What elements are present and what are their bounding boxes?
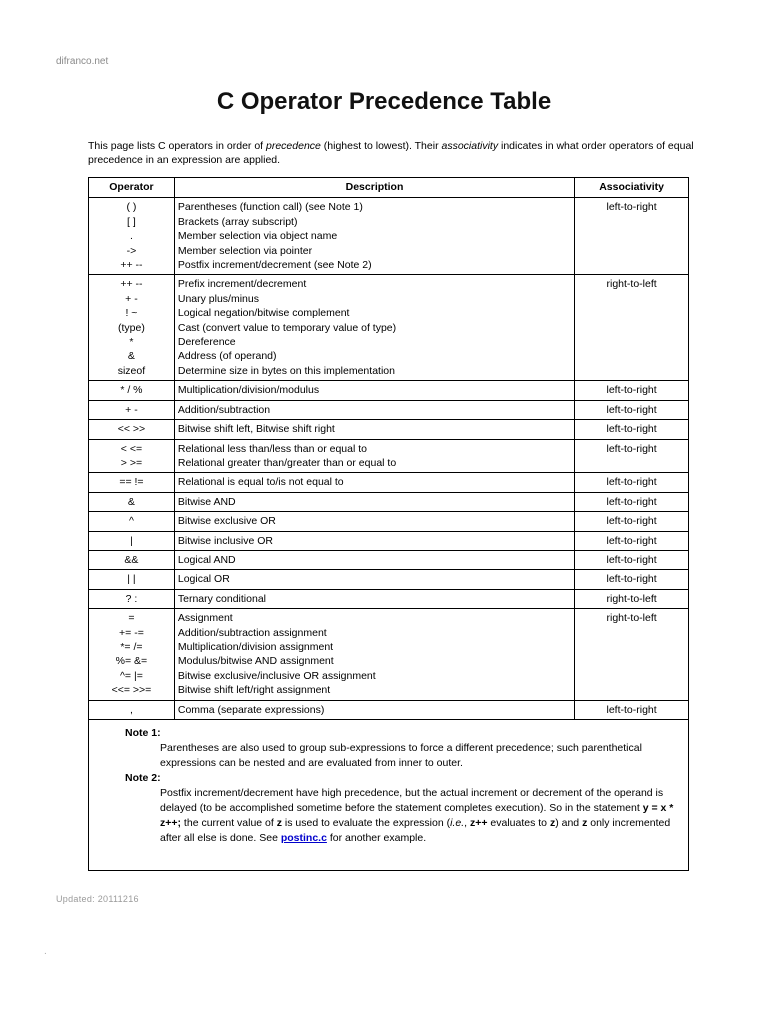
table-row [89, 609, 689, 700]
operator-cell [89, 550, 175, 569]
postinc-link[interactable]: postinc.c [280, 832, 327, 844]
operator-description: Multiplication/division/modulus [177, 384, 320, 397]
operator-symbol: | | [127, 573, 136, 586]
table-row [89, 531, 689, 550]
table-body [89, 198, 689, 720]
operator-symbol: = [128, 612, 135, 625]
table-row [89, 589, 689, 608]
operator-symbol: . [129, 230, 133, 243]
operator-symbol: += -= [119, 626, 144, 639]
associativity-cell: left-to-right [575, 512, 689, 531]
operator-description: Postfix increment/decrement (see Note 2) [177, 259, 372, 272]
operator-description: Bitwise shift left/right assignment [177, 684, 331, 697]
operator-description: Parentheses (function call) (see Note 1) [177, 201, 363, 214]
notes-box [88, 716, 689, 871]
description-cell [174, 473, 574, 492]
table-row [89, 550, 689, 569]
operator-symbol: ++ -- [120, 278, 143, 291]
operator-symbol: [ ] [127, 215, 136, 228]
updated-date: Updated: 20111216 [56, 894, 139, 904]
operator-description: Brackets (array subscript) [177, 215, 298, 228]
table-row [89, 570, 689, 589]
associativity-cell: left-to-right [575, 550, 689, 569]
operator-description: Logical AND [177, 553, 236, 566]
operator-description: Comma (separate expressions) [177, 703, 325, 716]
associativity-cell: left-to-right [575, 700, 689, 719]
associativity-cell: left-to-right [575, 198, 689, 275]
operator-cell [89, 381, 175, 400]
description-cell [174, 420, 574, 439]
operator-symbol: && [124, 553, 139, 566]
operator-cell [89, 198, 175, 275]
associativity-cell: left-to-right [575, 570, 689, 589]
operator-description: Determine size in bytes on this implementation [177, 364, 395, 377]
operator-description: Addition/subtraction [177, 403, 271, 416]
associativity-cell: left-to-right [575, 420, 689, 439]
operator-cell [89, 492, 175, 511]
operator-symbol: ( ) [126, 201, 137, 214]
table-row [89, 512, 689, 531]
description-cell [174, 570, 574, 589]
table-header-row [89, 178, 689, 198]
operator-description: Bitwise exclusive OR [177, 515, 276, 528]
description-cell [174, 609, 574, 700]
operator-symbol: + - [125, 403, 138, 416]
operator-description: Multiplication/division assignment [177, 640, 334, 653]
operator-description: Relational greater than/greater than or equal to [177, 456, 397, 469]
operator-description: Bitwise shift left, Bitwise shift right [177, 423, 335, 436]
description-cell [174, 550, 574, 569]
operator-description: Unary plus/minus [177, 292, 259, 305]
description-cell [174, 400, 574, 419]
table-row [89, 420, 689, 439]
operator-cell [89, 512, 175, 531]
table-row [89, 400, 689, 419]
operator-symbol: ! ~ [125, 307, 138, 320]
associativity-cell: left-to-right [575, 492, 689, 511]
operator-description: Bitwise exclusive/inclusive OR assignment [177, 669, 376, 682]
associativity-cell: right-to-left [575, 275, 689, 381]
operator-symbol: < <= [120, 442, 143, 455]
table-row [89, 381, 689, 400]
operator-description: Addition/subtraction assignment [177, 626, 327, 639]
operator-cell [89, 531, 175, 550]
intro-paragraph: This page lists C operators in order of precedence (highest to lowest). Their associativity indicates in what order operators of equal precedence in an expression are applied. [88, 140, 694, 166]
operator-symbol: == != [119, 476, 144, 489]
associativity-cell: left-to-right [575, 400, 689, 419]
associativity-cell: right-to-left [575, 589, 689, 608]
page-title: C Operator Precedence Table [216, 88, 552, 115]
operator-cell [89, 420, 175, 439]
operator-description: Logical OR [177, 573, 230, 586]
operator-symbol: ++ -- [120, 259, 143, 272]
header-operator: Operator [89, 178, 175, 198]
operator-description: Cast (convert value to temporary value of type) [177, 321, 397, 334]
operator-symbol: * [129, 336, 134, 349]
associativity-cell: left-to-right [575, 381, 689, 400]
table-row [89, 473, 689, 492]
operator-symbol: & [127, 350, 135, 363]
operator-description: Bitwise inclusive OR [177, 534, 273, 547]
operator-description: Relational is equal to/is not equal to [177, 476, 344, 489]
table-row [89, 275, 689, 381]
operator-symbol: * / % [120, 384, 143, 397]
associativity-cell: right-to-left [575, 609, 689, 700]
operator-symbol: -> [126, 244, 137, 257]
operator-description: Prefix increment/decrement [177, 278, 307, 291]
operator-cell [89, 570, 175, 589]
description-cell [174, 492, 574, 511]
operator-symbol: << >> [117, 423, 146, 436]
note2-label: Note 2: [125, 772, 161, 784]
operator-cell [89, 439, 175, 473]
footer-mark: . [44, 946, 47, 957]
associativity-cell: left-to-right [575, 439, 689, 473]
operator-symbol: ^= |= [120, 669, 143, 682]
associativity-cell: left-to-right [575, 473, 689, 492]
operator-cell [89, 275, 175, 381]
operator-symbol: | [130, 534, 133, 547]
operator-cell [89, 609, 175, 700]
site-name: difranco.net [56, 56, 109, 67]
note2-text: Postfix increment/decrement have high precedence, but the actual increment or decrement of the operand is delayed (to be accomplished sometime before the statement completes execution). So in the statement y = x * z++; the current value of z is used to evaluate the expression (i.e., z++ evaluates to z) and z only incremented after all else is done. See postinc.c for another example. [160, 787, 674, 844]
operator-description: Bitwise AND [177, 495, 236, 508]
note1-text: Parentheses are also used to group sub-expressions to force a different precedence; such parenthetical expressions can be nested and are evaluated from inner to outer. [160, 742, 642, 769]
operator-description: Member selection via pointer [177, 244, 313, 257]
operator-symbol: ? : [125, 592, 138, 605]
table-row [89, 492, 689, 511]
operator-symbol: & [127, 495, 135, 508]
operator-description: Relational less than/less than or equal to [177, 442, 367, 455]
precedence-table [88, 177, 689, 720]
operator-description: Logical negation/bitwise complement [177, 307, 350, 320]
note1-label: Note 1: [125, 727, 161, 739]
operator-symbol: (type) [118, 321, 145, 334]
description-cell [174, 198, 574, 275]
associativity-cell: left-to-right [575, 531, 689, 550]
operator-symbol: + - [125, 292, 138, 305]
description-cell [174, 512, 574, 531]
operator-description: Modulus/bitwise AND assignment [177, 655, 334, 668]
description-cell [174, 275, 574, 381]
description-cell [174, 439, 574, 473]
operator-cell [89, 589, 175, 608]
operator-description: Ternary conditional [177, 592, 266, 605]
description-cell [174, 589, 574, 608]
operator-symbol: sizeof [117, 364, 146, 377]
operator-symbol: %= &= [115, 655, 148, 668]
operator-description: Address (of operand) [177, 350, 277, 363]
operator-cell [89, 400, 175, 419]
operator-symbol: <<= >>= [111, 684, 152, 697]
operator-cell [89, 473, 175, 492]
description-cell [174, 381, 574, 400]
operator-symbol: ^ [128, 515, 134, 528]
header-description: Description [174, 178, 574, 198]
operator-description: Dereference [177, 336, 236, 349]
operator-symbol: *= /= [120, 640, 143, 653]
operator-description: Member selection via object name [177, 230, 338, 243]
operator-symbol: > >= [120, 456, 143, 469]
table-row [89, 198, 689, 275]
header-associativity: Associativity [575, 178, 689, 198]
operator-symbol: , [129, 703, 133, 716]
description-cell [174, 531, 574, 550]
operator-description: Assignment [177, 612, 233, 625]
table-row [89, 439, 689, 473]
